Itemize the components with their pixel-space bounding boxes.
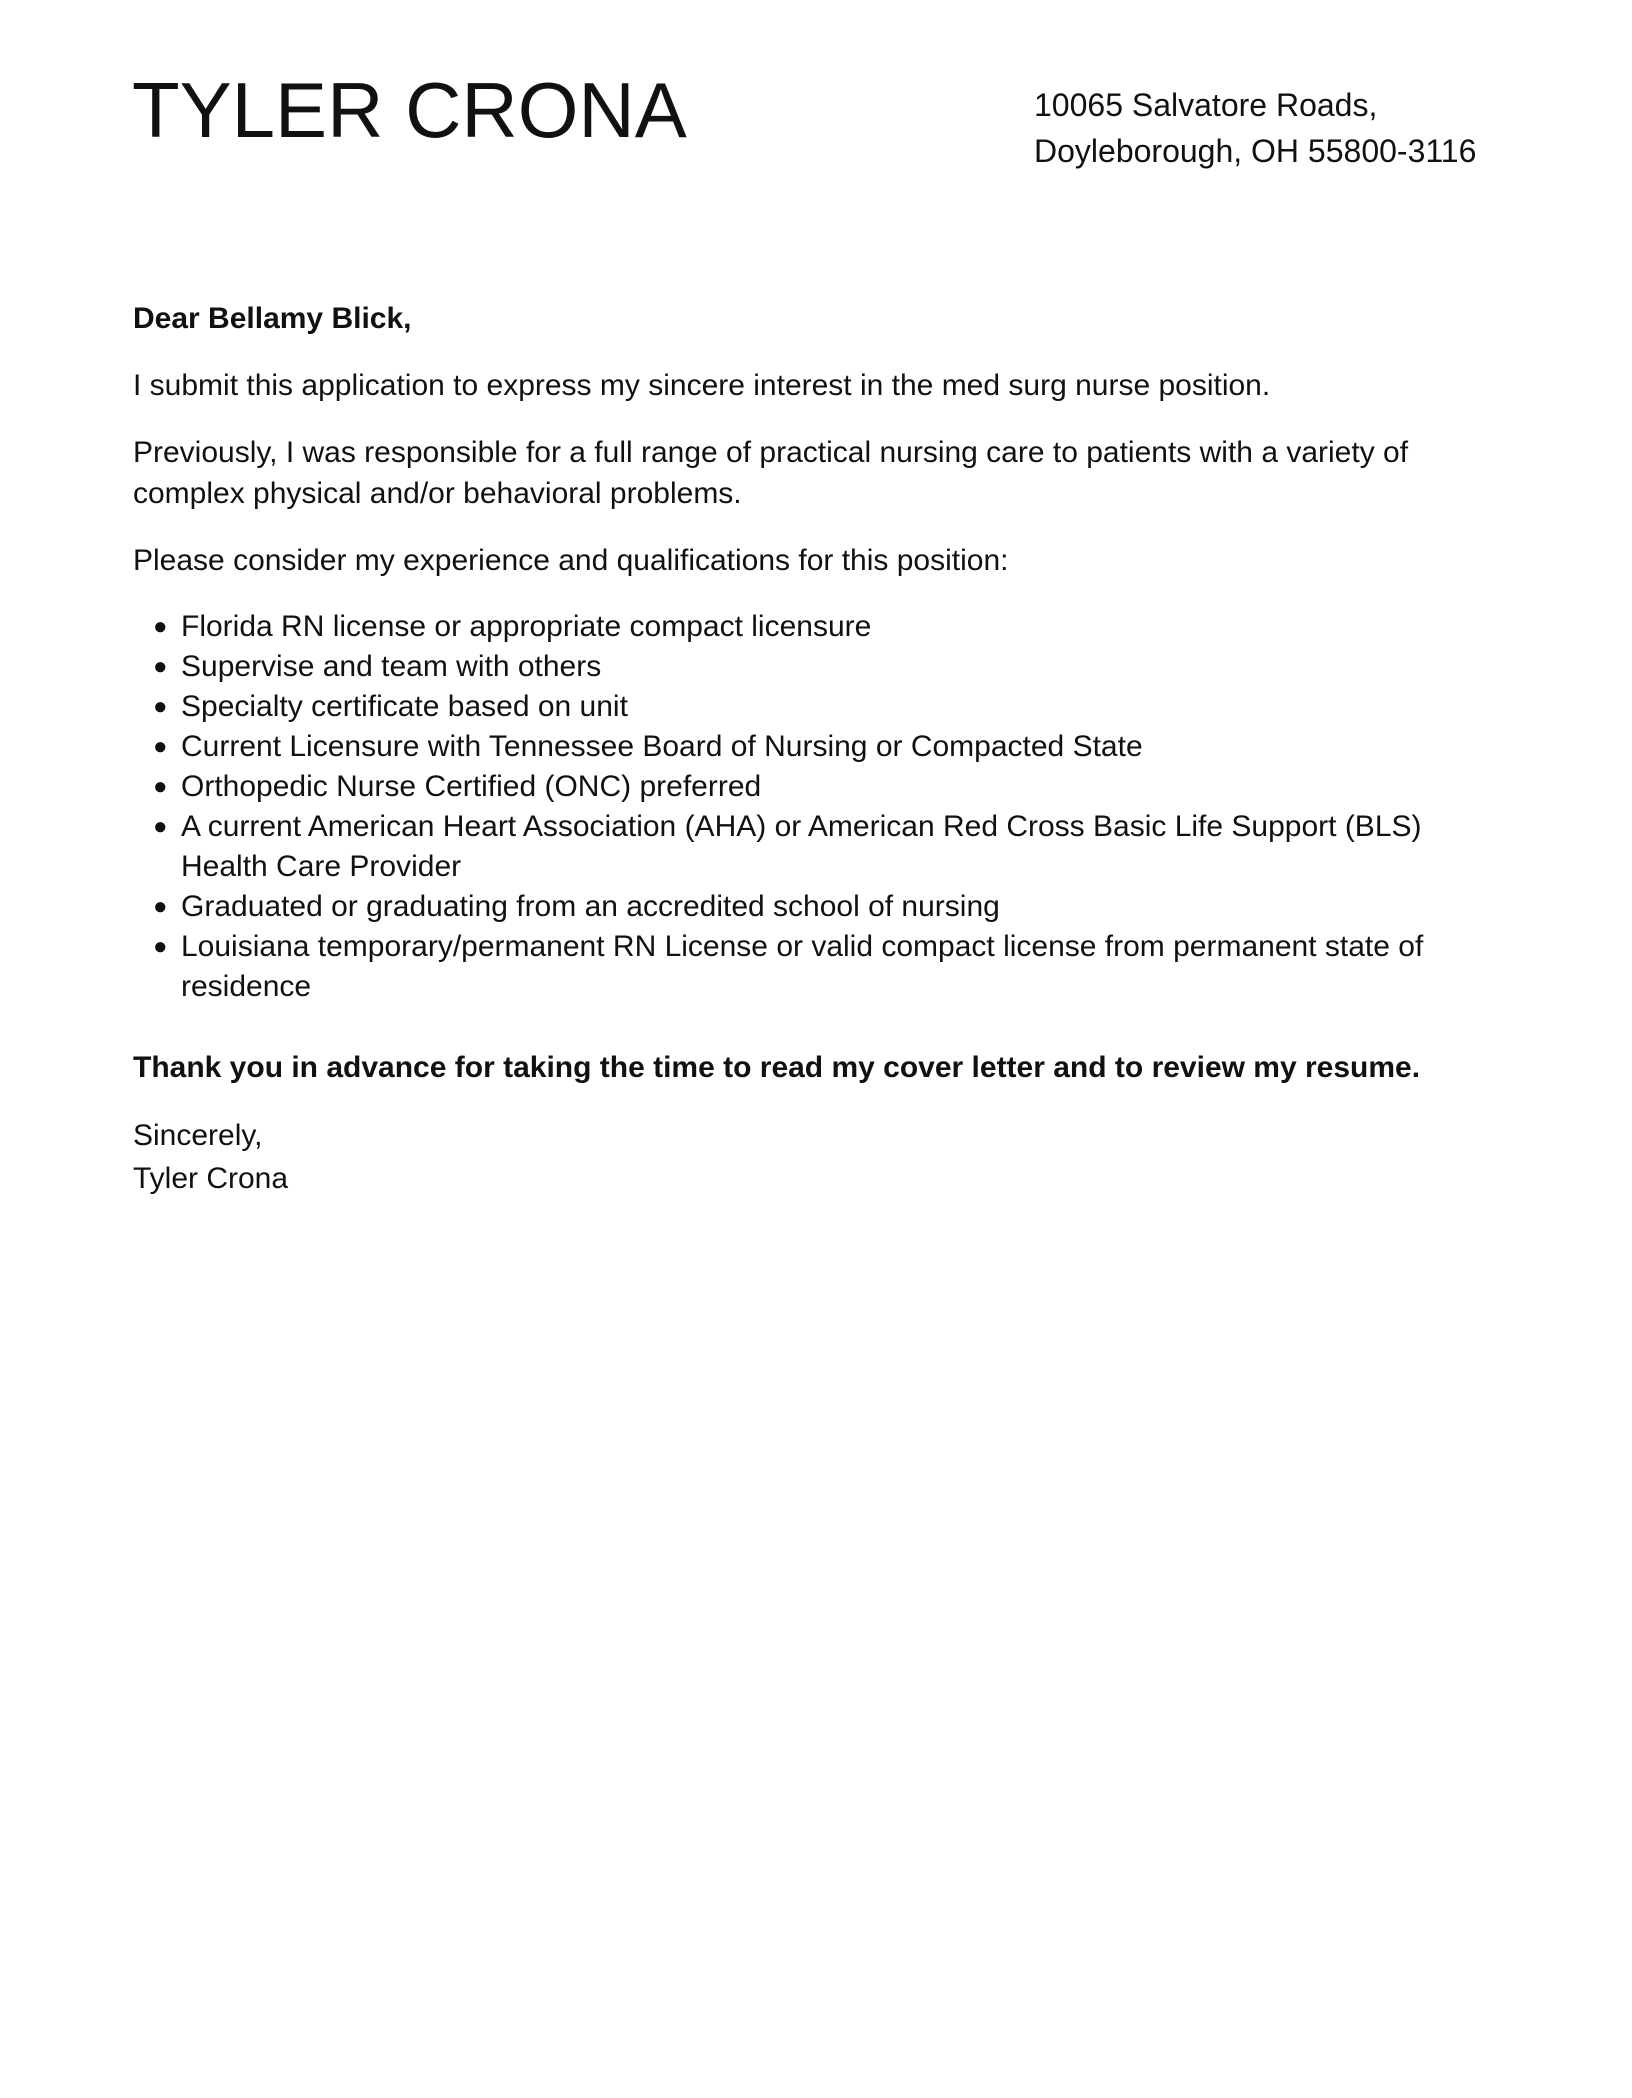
- bullet-icon: ●: [153, 813, 168, 840]
- letter-body: [133, 298, 1513, 1200]
- thank-you-paragraph: Thank you in advance for taking the time to read my cover letter and to review my resume.: [133, 1051, 1421, 1084]
- qualification-text: Louisiana temporary/permanent RN License or valid compact license from permanent state of residence: [181, 930, 1424, 1003]
- address-line-2: Doyleborough, OH 55800-3116: [1034, 133, 1477, 169]
- qualification-text: Orthopedic Nurse Certified (ONC) preferred: [181, 770, 762, 803]
- experience-paragraph: Previously, I was responsible for a full range of practical nursing care to patients with a variety of complex physical and/or behavioral problems.: [133, 436, 1409, 510]
- qualification-text: A current American Heart Association (AHA) or American Red Cross Basic Life Support (BLS) Health Care Provider: [181, 810, 1422, 883]
- list-item: [153, 887, 1513, 927]
- qualification-text: Supervise and team with others: [181, 650, 602, 683]
- bullet-icon: ●: [153, 653, 168, 680]
- address-line-1: 10065 Salvatore Roads,: [1034, 87, 1378, 123]
- list-item: [153, 647, 1513, 687]
- list-item: [153, 687, 1513, 727]
- signature-name: Tyler Crona: [133, 1162, 289, 1195]
- list-item: [153, 807, 1513, 887]
- applicant-address: [1034, 82, 1476, 174]
- bullet-icon: ●: [153, 893, 168, 920]
- qualification-text: Florida RN license or appropriate compact licensure: [181, 610, 872, 643]
- qualification-text: Graduated or graduating from an accredited school of nursing: [181, 890, 1000, 923]
- closing: Sincerely,: [133, 1119, 263, 1152]
- bullet-icon: ●: [153, 733, 168, 760]
- list-item: [153, 727, 1513, 767]
- bullet-icon: ●: [153, 933, 168, 960]
- applicant-name: TYLER CRONA: [132, 66, 687, 154]
- salutation: Dear Bellamy Blick,: [133, 302, 412, 335]
- qualification-text: Specialty certificate based on unit: [181, 690, 628, 723]
- bullet-icon: ●: [153, 613, 168, 640]
- bullet-icon: ●: [153, 773, 168, 800]
- list-item: [153, 767, 1513, 807]
- qualification-text: Current Licensure with Tennessee Board of Nursing or Compacted State: [181, 730, 1143, 763]
- qualifications-intro: Please consider my experience and qualifications for this position:: [133, 544, 1009, 577]
- intro-paragraph: I submit this application to express my sincere interest in the med surg nurse position.: [133, 369, 1271, 402]
- list-item: [153, 927, 1513, 1007]
- bullet-icon: ●: [153, 693, 168, 720]
- qualifications-list: [133, 607, 1513, 1007]
- list-item: [153, 607, 1513, 647]
